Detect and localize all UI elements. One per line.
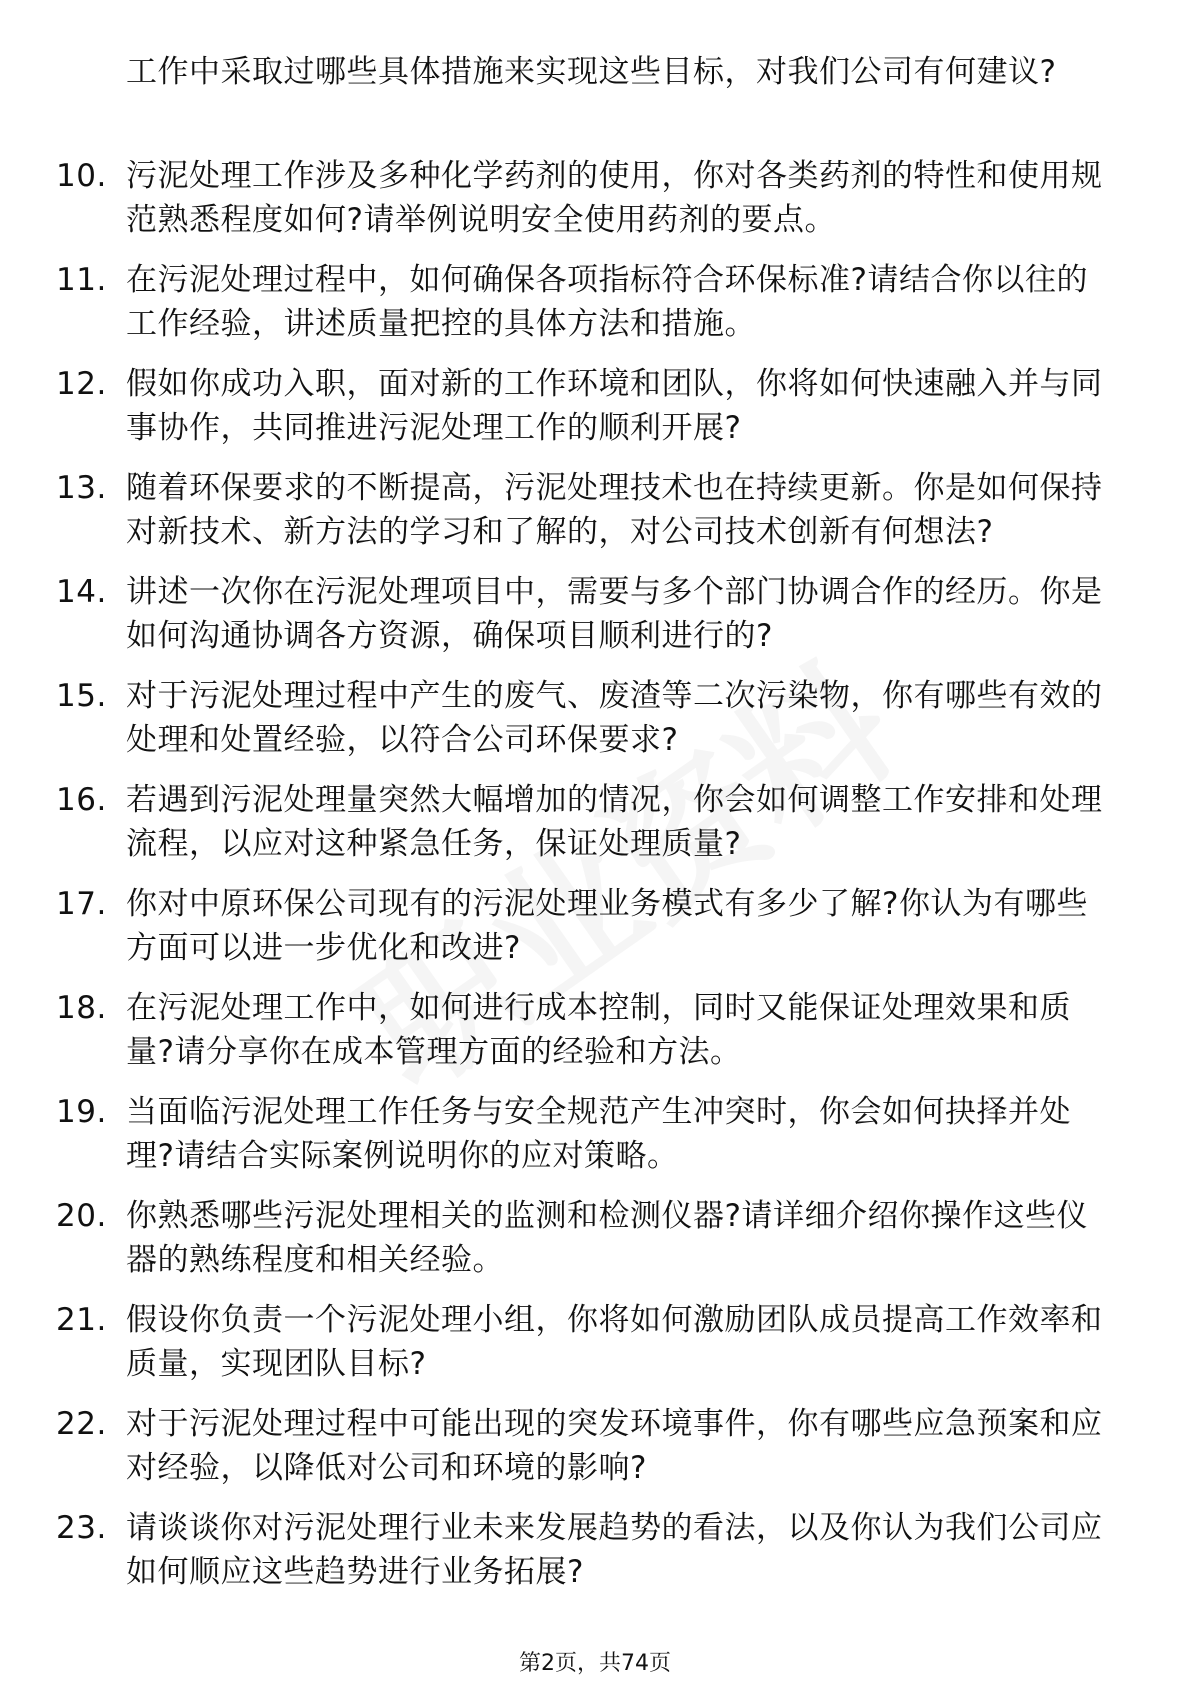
question-text: 污泥处理工作涉及多种化学药剂的使用，你对各类药剂的特性和使用规范熟悉程度如何?请举例说明安全使用药剂的要点。 — [126, 158, 1103, 238]
question-number: 10. — [56, 158, 107, 194]
question-item — [0, 778, 1116, 866]
question-item — [0, 362, 1116, 450]
question-text: 对于污泥处理过程中产生的废气、废渣等二次污染物，你有哪些有效的处理和处置经验，以符合公司环保要求? — [126, 678, 1103, 758]
question-number: 12. — [56, 366, 107, 402]
question-text: 你熟悉哪些污泥处理相关的监测和检测仪器?请详细介绍你操作这些仪器的熟练程度和相关经验。 — [126, 1198, 1088, 1278]
question-item — [0, 1090, 1116, 1178]
question-number: 20. — [56, 1198, 107, 1234]
question-text: 假如你成功入职，面对新的工作环境和团队，你将如何快速融入并与同事协作，共同推进污泥处理工作的顺利开展? — [126, 366, 1103, 446]
question-item — [0, 986, 1116, 1074]
question-number: 14. — [56, 574, 107, 610]
question-text: 当面临污泥处理工作任务与安全规范产生冲突时，你会如何抉择并处理?请结合实际案例说明你的应对策略。 — [126, 1094, 1071, 1174]
question-item — [0, 1194, 1116, 1282]
question-number: 13. — [56, 470, 107, 506]
question-number: 15. — [56, 678, 107, 714]
question-list — [0, 154, 1190, 1610]
question-text: 讲述一次你在污泥处理项目中，需要与多个部门协调合作的经历。你是如何沟通协调各方资源，确保项目顺利进行的? — [126, 574, 1103, 654]
question-item — [0, 1298, 1116, 1386]
question-number: 17. — [56, 886, 107, 922]
question-item — [0, 882, 1116, 970]
question-number: 22. — [56, 1406, 107, 1442]
question-item — [0, 674, 1116, 762]
question-item — [0, 1506, 1116, 1594]
question-text: 对于污泥处理过程中可能出现的突发环境事件，你有哪些应急预案和应对经验，以降低对公司和环境的影响? — [126, 1406, 1103, 1486]
question-number: 18. — [56, 990, 107, 1026]
question-item — [0, 1402, 1116, 1490]
question-item — [0, 466, 1116, 554]
question-text: 假设你负责一个污泥处理小组，你将如何激励团队成员提高工作效率和质量，实现团队目标? — [126, 1302, 1103, 1382]
question-text: 在污泥处理工作中，如何进行成本控制，同时又能保证处理效果和质量?请分享你在成本管理方面的经验和方法。 — [126, 990, 1071, 1070]
question-number: 11. — [56, 262, 107, 298]
page-footer: 第2页，共74页 — [519, 1651, 671, 1676]
question-number: 23. — [56, 1510, 107, 1546]
question-item — [0, 570, 1116, 658]
question-text: 随着环保要求的不断提高，污泥处理技术也在持续更新。你是如何保持对新技术、新方法的学习和了解的，对公司技术创新有何想法? — [126, 470, 1103, 550]
question-number: 21. — [56, 1302, 107, 1338]
question-number: 19. — [56, 1094, 107, 1130]
question-item — [0, 154, 1116, 242]
question-text: 你对中原环保公司现有的污泥处理业务模式有多少了解?你认为有哪些方面可以进一步优化和改进? — [126, 886, 1088, 966]
question-number: 16. — [56, 782, 107, 818]
question-item — [0, 258, 1116, 346]
question-text: 请谈谈你对污泥处理行业未来发展趋势的看法，以及你认为我们公司应如何顺应这些趋势进行业务拓展? — [126, 1510, 1103, 1590]
question-text: 在污泥处理过程中，如何确保各项指标符合环保标准?请结合你以往的工作经验，讲述质量把控的具体方法和措施。 — [126, 262, 1088, 342]
question-text: 若遇到污泥处理量突然大幅增加的情况，你会如何调整工作安排和处理流程，以应对这种紧急任务，保证处理质量? — [126, 782, 1103, 862]
continuation-paragraph: 工作中采取过哪些具体措施来实现这些目标，对我们公司有何建议? — [126, 54, 1057, 90]
